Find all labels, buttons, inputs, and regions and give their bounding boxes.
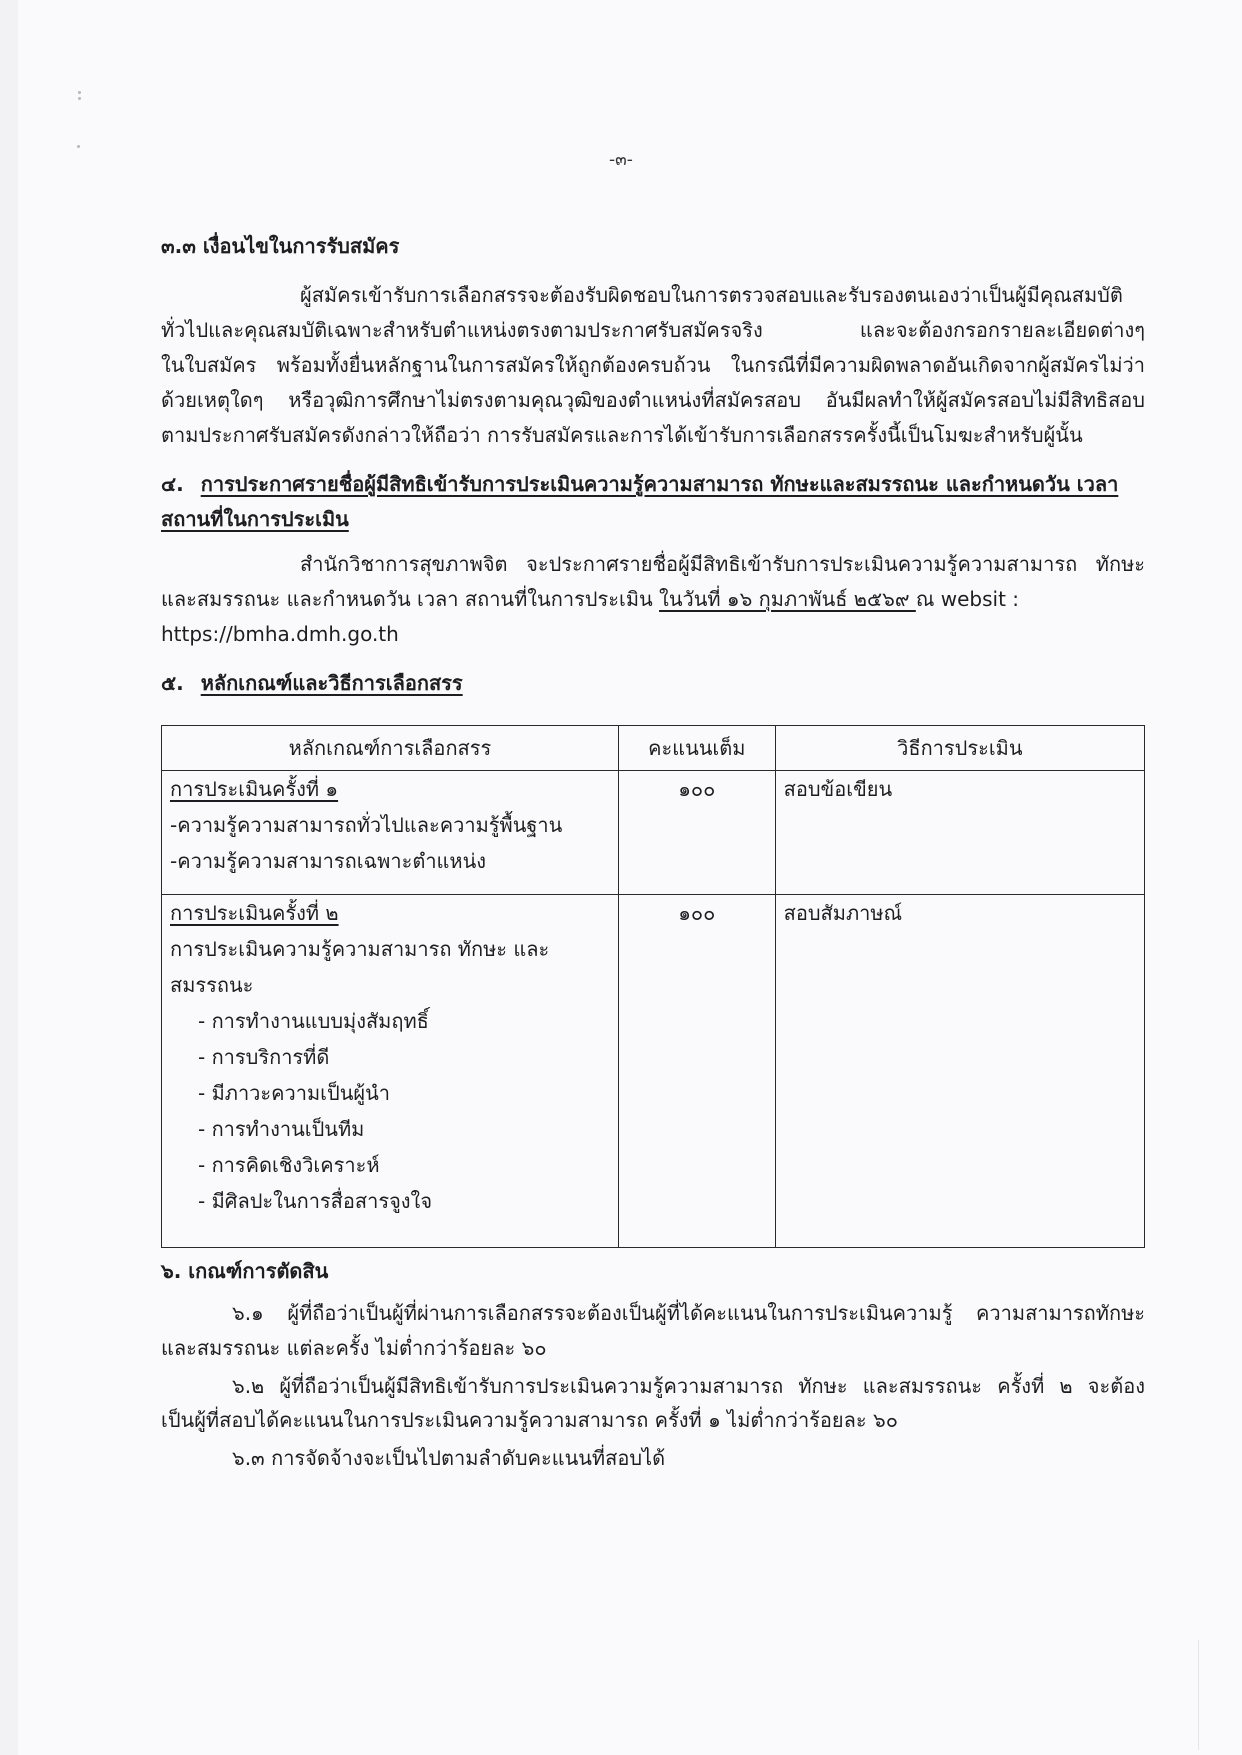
list-item: - การทำงานเป็นทีม [198,1117,365,1141]
method-value: สอบสัมภาษณ์ [783,901,903,925]
header-method: วิธีการประเมิน [775,726,1144,771]
item-6-3: ๖.๓ การจัดจ้างจะเป็นไปตามลำดับคะแนนที่สอบได้ [232,1446,666,1470]
score-cell [618,771,775,895]
score-value: ๑๐๐ [678,901,716,925]
item-6-2-line-1: ๖.๒ ผู้ที่ถือว่าเป็นผู้มีสิทธิเข้ารับการประเมินความรู้ความสามารถ ทักษะ และสมรรถนะ ครั้งที่ ๒ จะต้อง [232,1374,1145,1398]
assessment-1-title: การประเมินครั้งที่ ๑ [170,777,339,801]
section-3-3-heading: ๓.๓ เงื่อนไขในการรับสมัคร [161,234,400,258]
section-4-title-line-2-wrap [161,504,349,534]
section-3-3-line-5: ตามประกาศรับสมัครดังกล่าวให้ถือว่า การรับสมัครและการได้เข้ารับการเลือกสรรครั้งนี้เป็นโมฆะสำหรับผู้นั้น [161,423,1083,447]
section-6-heading: ๖. เกณฑ์การตัดสิน [161,1259,329,1283]
scan-left-edge [0,0,18,1755]
table-row [162,895,1145,1248]
section-3-3-line-2: ทั่วไปและคุณสมบัติเฉพาะสำหรับตำแหน่งตรงตามประกาศรับสมัครจริง และจะต้องกรอกรายละเอียดต่างๆ [161,318,1145,342]
header-criteria: หลักเกณฑ์การเลือกสรร [162,726,619,771]
website-link[interactable]: https://bmha.dmh.go.th [161,622,399,646]
section-4-title-line-2: สถานที่ในการประเมิน [161,507,349,531]
assessment-2-desc: การประเมินความรู้ความสามารถ ทักษะ และ [170,937,550,961]
table-row [162,771,1145,895]
announcement-date: ในวันที่ ๑๖ กุมภาพันธ์ ๒๕๖๙ [659,587,916,611]
scan-fold-line [1198,1640,1199,1750]
header-full-score: คะแนนเต็ม [618,726,775,771]
page-number: -๓- [609,150,633,170]
score-value: ๑๐๐ [678,777,716,801]
method-cell [775,771,1144,895]
list-item: - มีภาวะความเป็นผู้นำ [198,1081,390,1105]
section-5-heading [161,668,463,698]
item-6-2-line-2: เป็นผู้ที่สอบได้คะแนนในการประเมินความรู้ความสามารถ ครั้งที่ ๑ ไม่ต่ำกว่าร้อยละ ๖๐ [161,1408,898,1432]
list-item: -ความรู้ความสามารถทั่วไปและความรู้พื้นฐาน [170,813,563,837]
section-3-3-line-4: ด้วยเหตุใดๆ หรือวุฒิการศึกษาไม่ตรงตามคุณวุฒิของตำแหน่งที่สมัครสอบ อันมีผลทำให้ผู้สมัครสอบไม่มีสิทธิสอบ [161,388,1145,412]
list-item: - การคิดเชิงวิเคราะห์ [198,1153,380,1177]
margin-mark [78,97,81,100]
item-6-1-line-1: ๖.๑ ผู้ที่ถือว่าเป็นผู้ที่ผ่านการเลือกสรรจะต้องเป็นผู้ที่ได้คะแนนในการประเมินความรู้ ความสามารถทักษะ [232,1301,1145,1325]
criteria-cell [162,895,619,1248]
section-4-body-line-2 [161,584,1019,614]
section-3-3-line-1: ผู้สมัครเข้ารับการเลือกสรรจะต้องรับผิดชอบในการตรวจสอบและรับรองตนเองว่าเป็นผู้มีคุณสมบัติ [300,283,1123,307]
method-value: สอบข้อเขียน [783,777,893,801]
score-cell [618,895,775,1248]
section-5-title: หลักเกณฑ์และวิธีการเลือกสรร [200,671,463,695]
assessment-2-desc: สมรรถนะ [170,973,254,997]
selection-criteria-table [161,725,1145,1248]
list-item: -ความรู้ความสามารถเฉพาะตำแหน่ง [170,849,487,873]
list-item: - การทำงานแบบมุ่งสัมฤทธิ์ [198,1009,429,1033]
section-4-body-line-1: สำนักวิชาการสุขภาพจิต จะประกาศรายชื่อผู้มีสิทธิเข้ารับการประเมินความรู้ความสามารถ ทักษะ [300,552,1145,576]
assessment-2-title: การประเมินครั้งที่ ๒ [170,901,339,925]
section-4-body-text: และสมรรถนะ และกำหนดวัน เวลา สถานที่ในการประเมิน [161,587,660,611]
section-4-number: ๔. [161,472,184,496]
item-6-1-line-2: และสมรรถนะ แต่ละครั้ง ไม่ต่ำกว่าร้อยละ ๖๐ [161,1336,547,1360]
list-item: - มีศิลปะในการสื่อสารจูงใจ [198,1189,433,1213]
list-item: - การบริการที่ดี [198,1045,330,1069]
section-3-3-line-3: ในใบสมัคร พร้อมทั้งยื่นหลักฐานในการสมัครให้ถูกต้องครบถ้วน ในกรณีที่มีความผิดพลาดอันเกิดจากผู้สมัครไม่ว่า [161,353,1145,377]
section-4-title-line-1: การประกาศรายชื่อผู้มีสิทธิเข้ารับการประเมินความรู้ความสามารถ ทักษะและสมรรถนะ และกำหนดวัน เวลา [200,472,1119,496]
section-4-heading [161,469,1118,499]
website-label: ณ websit : [915,587,1020,611]
section-5-number: ๕. [161,671,184,695]
method-cell [775,895,1144,1248]
table-header-row [162,726,1145,771]
criteria-cell [162,771,619,895]
margin-mark [78,91,81,94]
